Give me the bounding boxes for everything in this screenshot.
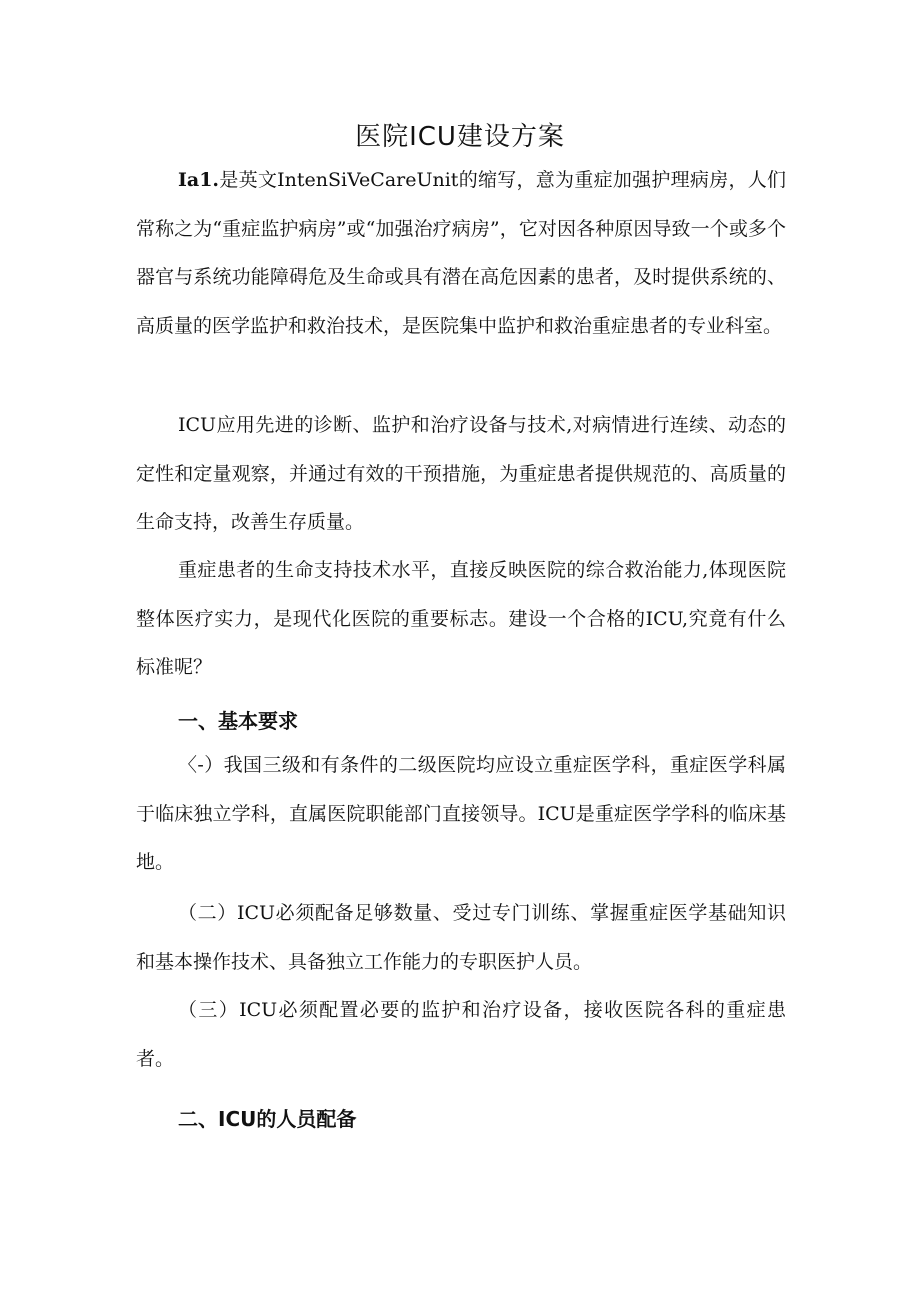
paragraph-icu-application: ICU应用先进的诊断、监护和治疗设备与技术,对病情进行连续、动态的定性和定量观察，并通过有效的干预措施，为重症患者提供规范的、高质量的生命支持，改善生存质量。	[136, 414, 786, 533]
section-heading-staffing: 二、ICU的人员配备	[178, 1107, 357, 1131]
paragraph-requirement-1: 〈-）我国三级和有条件的二级医院均应设立重症医学科，重症医学科属于临床独立学科，直属医院职能部门直接领导。ICU是重症医学学科的临床基地。	[136, 754, 786, 873]
paragraph-requirement-2: （二）ICU必须配备足够数量、受过专门训练、掌握重症医学基础知识和基本操作技术、具备独立工作能力的专职医护人员。	[136, 902, 786, 973]
document-title: 医院ICU建设方案	[355, 122, 565, 152]
paragraph-text: 是英文IntenSiVeCareUnit的缩写，意为重症加强护理病房，人们常称之为“重症监护病房”或“加强治疗病房”，它对因各种原因导致一个或多个器官与系统功能障碍危及生命或具有潜在高危因素的患者，及时提供系统的、高质量的医学监护和救治技术，是医院集中监护和救治重症患者的专业科室。	[136, 169, 786, 337]
paragraph-lead: Ia1.	[178, 169, 220, 191]
paragraph-icu-definition	[136, 156, 786, 350]
paragraph-requirement-3: （三）ICU必须配置必要的监护和治疗设备，接收医院各科的重症患者。	[136, 999, 786, 1070]
section-heading-basic-requirements: 一、基本要求	[178, 709, 298, 733]
paragraph-icu-standards: 重症患者的生命支持技术水平，直接反映医院的综合救治能力,体现医院整体医疗实力，是现代化医院的重要标志。建设一个合格的ICU,究竟有什么标准呢？	[136, 559, 786, 678]
